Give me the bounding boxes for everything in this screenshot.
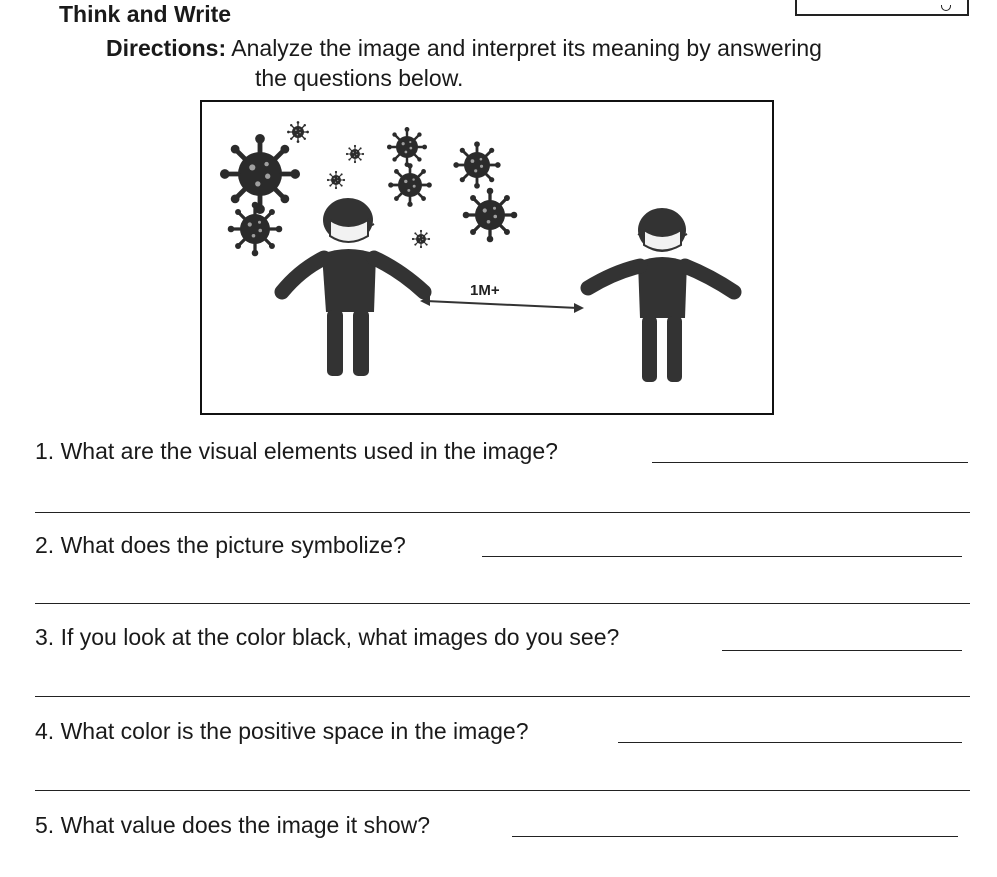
question-number: 1. (35, 438, 55, 464)
directions-text-line2: the questions below. (255, 65, 464, 91)
question-5 (35, 812, 430, 839)
distance-label: 1M+ (470, 282, 500, 299)
question-1 (35, 438, 558, 465)
right-person-figure (588, 208, 734, 382)
answer-line[interactable] (512, 836, 958, 837)
answer-line[interactable] (35, 603, 970, 604)
section-title: Think and Write (59, 1, 232, 27)
answer-line[interactable] (35, 696, 970, 697)
question-4 (35, 718, 528, 745)
directions-text-line1: Analyze the image and interpret its meaning by answering (231, 35, 822, 61)
social-distancing-illustration (200, 100, 774, 415)
distance-arrow (420, 296, 584, 313)
answer-line[interactable] (722, 650, 962, 651)
question-number: 4. (35, 718, 55, 744)
answer-line[interactable] (482, 556, 962, 557)
answer-line[interactable] (652, 462, 968, 463)
question-number: 3. (35, 624, 55, 650)
name-box (795, 0, 969, 16)
question-text: What are the visual elements used in the image? (60, 438, 558, 464)
question-text: What does the picture symbolize? (60, 532, 406, 558)
question-text: What value does the image it show? (60, 812, 431, 838)
question-number: 5. (35, 812, 55, 838)
left-person-figure (282, 198, 424, 376)
answer-line[interactable] (618, 742, 962, 743)
question-text: What color is the positive space in the image? (60, 718, 529, 744)
question-3 (35, 624, 619, 651)
box-mark (941, 5, 951, 11)
question-number: 2. (35, 532, 55, 558)
answer-line[interactable] (35, 512, 970, 513)
question-2 (35, 532, 406, 559)
directions (106, 33, 966, 93)
directions-label: Directions: (106, 35, 227, 61)
answer-line[interactable] (35, 790, 970, 791)
question-text: If you look at the color black, what images do you see? (60, 624, 620, 650)
